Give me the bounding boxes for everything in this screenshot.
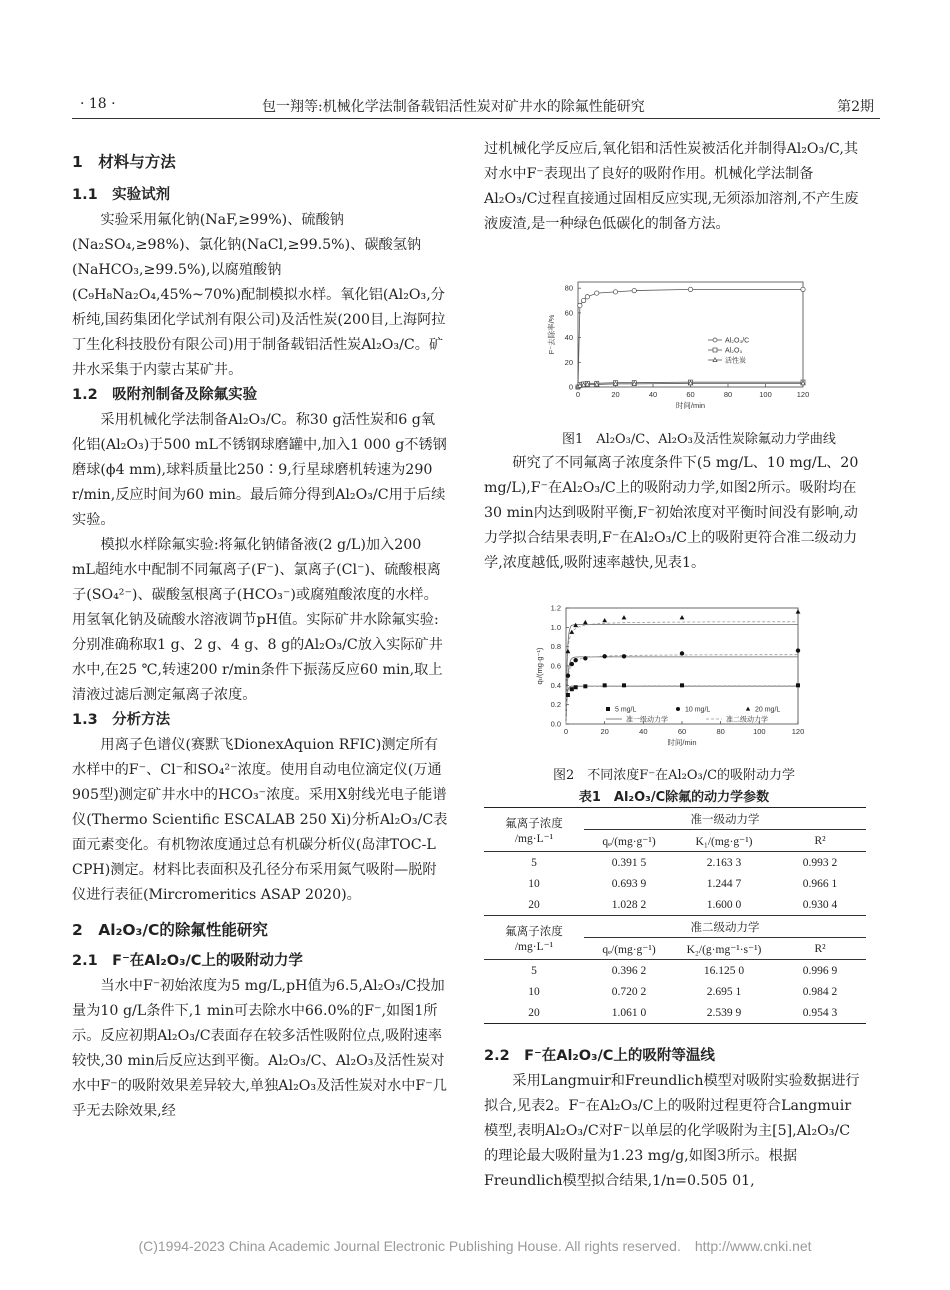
data-point xyxy=(622,615,627,619)
paragraph: 过机械化学反应后,氧化铝和活性炭被活化并制得Al₂O₃/C,其对水中F⁻表现出了良好的吸附作用。机械化学法制备Al₂O₃/C过程直接通过固相反应实现,无须添加溶剂,不产生废液废渣,是一种绿色低碳化的制备方法。 xyxy=(484,141,859,232)
data-point xyxy=(680,683,684,687)
y-axis-label: qₜ/(mg·g⁻¹) xyxy=(535,647,544,685)
data-point xyxy=(801,287,805,291)
section-1-2-heading: 1.2 吸附剂制备及除氟实验 xyxy=(72,387,258,403)
table-cell: 20 xyxy=(528,898,540,911)
paragraph: 采用Langmuir和Freundlich模型对吸附实验数据进行拟合,见表2。F⁻在Al₂O₃/C上的吸附过程更符合Langmuir模型,表明Al₂O₃/C对F⁻以单层的化学吸附为主[5],Al₂O₃/C的理论最大吸附量为1.23 mg/g,如图3所示。根据Freundlich模型拟合结果,1/n=0.505 01, xyxy=(484,1073,860,1189)
x-tick-label: 40 xyxy=(639,727,648,736)
legend-label: 准二级动力学 xyxy=(726,716,768,724)
table-cell: 0.930 4 xyxy=(802,898,838,911)
conc-header-label: 氟离子浓度 xyxy=(505,925,563,938)
legend-marker xyxy=(676,707,680,711)
legend-marker xyxy=(606,707,610,711)
table-row xyxy=(484,808,866,830)
table-cell: 0.996 9 xyxy=(802,964,838,977)
table-row xyxy=(484,894,866,916)
x-tick-label: 80 xyxy=(723,390,733,399)
table-row xyxy=(484,981,866,1002)
y-tick-label: 0 xyxy=(568,382,573,392)
y-tick-label: 60 xyxy=(564,308,573,318)
table-row xyxy=(484,960,866,982)
table-cell: 0.720 2 xyxy=(611,985,647,998)
data-point xyxy=(613,290,617,294)
table-cell: 0.693 9 xyxy=(611,877,647,890)
data-point xyxy=(578,303,582,307)
y-tick-label: 40 xyxy=(564,333,573,343)
y-tick-label: 0.0 xyxy=(550,719,561,729)
legend-marker xyxy=(713,348,717,352)
paragraph: 采用机械化学法制备Al₂O₃/C。称30 g活性炭和6 g氧化铝(Al₂O₃)于500 mL不锈钢球磨罐中,加入1 000 g不锈钢磨球(ϕ4 mm),球料质量比250∶9,行星球磨机转速为290 r/min,反应时间为60 min。最后筛分得到Al₂O₃/C用于后续实验。 xyxy=(72,412,447,528)
legend-label: Al₂O₃/C xyxy=(725,337,750,345)
data-point xyxy=(570,687,574,691)
y-tick-label: 1.0 xyxy=(550,622,561,632)
section-1-heading: 1 材料与方法 xyxy=(72,153,176,171)
data-point xyxy=(566,693,570,697)
data-point xyxy=(796,648,800,652)
table-cell: 0.396 2 xyxy=(611,964,647,977)
model-header: 准一级动力学 xyxy=(584,808,866,830)
x-tick-label: 60 xyxy=(686,390,695,399)
data-point xyxy=(680,651,684,655)
pso-fit-curve xyxy=(566,655,798,724)
table-cell: 1.244 7 xyxy=(706,877,742,890)
figure-2-chart xyxy=(522,602,822,760)
x-tick-label: 40 xyxy=(648,390,658,399)
data-point xyxy=(573,658,577,662)
y-tick-label: 0.2 xyxy=(550,700,561,710)
table-cell: 16.125 0 xyxy=(703,964,745,977)
y-tick-label: 0.4 xyxy=(550,680,561,690)
model-header: 准二级动力学 xyxy=(584,916,866,938)
table-cell: 1.061 0 xyxy=(611,1006,647,1019)
table-cell: 0.391 5 xyxy=(611,856,647,869)
figure-1-caption: 图1 Al₂O₃/C、Al₂O₃及活性炭除氟动力学曲线 xyxy=(562,432,836,447)
data-point xyxy=(622,654,626,658)
data-point xyxy=(570,662,574,666)
paragraph: 研究了不同氟离子浓度条件下(5 mg/L、10 mg/L、20 mg/L),F⁻在Al₂O₃/C上的吸附动力学,如图2所示。吸附均在30 min内达到吸附平衡,F⁻初始浓度对平衡时间没有影响,动力学拟合结果表明,F⁻在Al₂O₃/C上的吸附更符合准二级动力学,浓度越低,吸附速率越快,见表1。 xyxy=(484,455,859,571)
conc-header-unit: /mg·L⁻¹ xyxy=(514,832,554,845)
y-axis-label: F⁻去除率/% xyxy=(547,314,556,355)
x-axis-label: 时间/min xyxy=(667,738,697,747)
x-tick-label: 120 xyxy=(791,727,805,736)
x-tick-label: 20 xyxy=(600,727,609,736)
legend-marker xyxy=(746,707,750,711)
table-cell: 5 xyxy=(531,856,537,869)
plot-frame xyxy=(578,282,803,387)
section-2-heading: 2 Al₂O₃/C的除氟性能研究 xyxy=(72,921,268,939)
table-cell: 10 xyxy=(528,877,540,890)
x-tick-label: 20 xyxy=(611,390,620,399)
table-cell: 5 xyxy=(531,964,537,977)
x-tick-label: 120 xyxy=(796,390,810,399)
section-2-2-heading: 2.2 F⁻在Al₂O₃/C上的吸附等温线 xyxy=(484,1048,715,1064)
legend-label: 活性炭 xyxy=(725,357,746,365)
table-cell: 0.984 2 xyxy=(802,985,838,998)
data-point xyxy=(796,683,800,687)
conc-header-label: 氟离子浓度 xyxy=(505,817,563,830)
column-header: K₁/(mg·g⁻¹) xyxy=(695,835,753,848)
data-point xyxy=(583,656,587,660)
paragraph: 用离子色谱仪(赛默飞DionexAquion RFIC)测定所有水样中的F⁻、Cl⁻和SO₄²⁻浓度。使用自动电位滴定仪(万通905型)测定矿井水中的HCO₃⁻浓度。采用X射线光电子能谱仪(Thermo Scientific ESCALAB 250 Xi)分析Al₂O₃/C表面元素变化。有机物浓度通过总有机碳分析仪(岛津TOC-L CPH)测定。材料比表面积及孔径分布采用氮气吸附—脱附仪进行表征(Mircromeritics ASAP 2020)。 xyxy=(72,737,448,903)
x-tick-label: 60 xyxy=(677,727,687,736)
table-cell: 1.600 0 xyxy=(706,898,742,911)
copyright-footer: (C)1994-2023 China Academic Journal Electronic Publishing House. All rights reserved. http://www.cnki.net xyxy=(138,1238,812,1254)
x-axis-label: 时间/min xyxy=(675,401,706,410)
data-point xyxy=(632,288,636,292)
table-row xyxy=(484,873,866,894)
page-number: · 18 · xyxy=(80,96,116,112)
y-tick-label: 20 xyxy=(564,357,573,367)
right-column-mid xyxy=(484,451,864,576)
column-header: R² xyxy=(814,942,826,955)
table-row xyxy=(484,1002,866,1024)
legend-label: 10 mg/L xyxy=(685,706,711,714)
data-point xyxy=(602,618,607,622)
data-point xyxy=(566,673,570,677)
pfo-fit-curve xyxy=(566,657,798,724)
table-row xyxy=(484,852,866,874)
series-line-0 xyxy=(578,289,803,387)
running-title: 包一翔等:机械化学法制备载铝活性炭对矿井水的除氟性能研究 xyxy=(262,99,645,115)
x-tick-label: 80 xyxy=(716,727,725,736)
data-point xyxy=(583,620,588,624)
x-tick-label: 0 xyxy=(575,390,581,399)
column-header: qₑ/(mg·g⁻¹) xyxy=(602,835,656,848)
y-tick-label: 0.8 xyxy=(550,642,561,652)
legend-marker xyxy=(713,338,717,342)
right-column-top xyxy=(484,137,864,237)
running-header xyxy=(72,96,880,119)
conc-header-cell xyxy=(484,808,584,852)
section-1-1-heading: 1.1 实验试剂 xyxy=(72,187,171,203)
figure-2-caption: 图2 不同浓度F⁻在Al₂O₃/C的吸附动力学 xyxy=(552,768,796,783)
conc-header-cell xyxy=(484,916,584,960)
legend-label: 准一级动力学 xyxy=(626,716,668,724)
conc-header-unit: /mg·L⁻¹ xyxy=(514,940,554,953)
section-2-1-heading: 2.1 F⁻在Al₂O₃/C上的吸附动力学 xyxy=(72,953,303,969)
table-cell: 0.966 1 xyxy=(802,877,838,890)
table-cell: 1.028 2 xyxy=(611,898,647,911)
data-point xyxy=(622,683,626,687)
x-tick-label: 0 xyxy=(563,727,569,736)
y-tick-label: 80 xyxy=(564,283,573,293)
table-cell: 2.163 3 xyxy=(706,856,742,869)
data-point xyxy=(581,298,585,302)
paragraph: 当水中F⁻初始浓度为5 mg/L,pH值为6.5,Al₂O₃/C投加量为10 g/L条件下,1 min可去除水中66.0%的F⁻,如图1所示。反应初期Al₂O₃/C表面存在较多活性吸附位点,吸附速率较快,30 min后反应达到平衡。Al₂O₃/C、Al₂O₃及活性炭对水中F⁻的吸附效果差异较大,单独Al₂O₃及活性炭对水中F⁻几乎无去除效果,经 xyxy=(72,978,447,1119)
table-1-caption: 表1 Al₂O₃/C除氟的动力学参数 xyxy=(578,790,770,805)
right-column-bottom xyxy=(484,1044,864,1194)
issue-number: 第2期 xyxy=(837,99,874,115)
data-point xyxy=(602,654,606,658)
column-header: qₑ/(mg·g⁻¹) xyxy=(602,943,656,956)
section-1-3-heading: 1.3 分析方法 xyxy=(72,712,171,728)
data-point xyxy=(585,295,589,299)
x-tick-label: 100 xyxy=(759,390,772,399)
table-cell: 2.695 1 xyxy=(706,985,742,998)
table-cell: 2.539 9 xyxy=(706,1006,742,1019)
left-column xyxy=(72,150,448,1124)
paragraph: 实验采用氟化钠(NaF,≥99%)、硫酸钠(Na₂SO₄,≥98%)、氯化钠(NaCl,≥99.5%)、碳酸氢钠(NaHCO₃,≥99.5%),以腐殖酸钠(C₉H₈Na₂O₄,45%~70%)配制模拟水样。氧化铝(Al₂O₃,分析纯,国药集团化学试剂有限公司)及活性炭(200目,上海阿拉丁生化科技股份有限公司)用于制备载铝活性炭Al₂O₃/C。矿井水采集于内蒙古某矿井。 xyxy=(72,212,446,378)
column-header: K₂/(g·mg⁻¹·s⁻¹) xyxy=(686,943,762,956)
data-point xyxy=(574,685,578,689)
legend-label: Al₂O₃ xyxy=(725,347,743,355)
table-cell: 0.954 3 xyxy=(802,1006,838,1019)
legend-label: 5 mg/L xyxy=(615,706,637,714)
data-point xyxy=(603,683,607,687)
table-1 xyxy=(484,807,866,1024)
paragraph: 模拟水样除氟实验:将氟化钠储备液(2 g/L)加入200 mL超纯水中配制不同氟离子(F⁻)、氯离子(Cl⁻)、硫酸根离子(SO₄²⁻)、碳酸氢根离子(HCO₃⁻)或腐殖酸浓度的水样。用氢氧化钠及硫酸水溶液调节pH值。实际矿井水除氟实验:分别准确称取1 g、2 g、4 g、8 g的Al₂O₃/C放入实际矿井水中,在25 ℃,转速200 r/min条件下振荡反应60 min,取上清液过滤后测定氟离子浓度。 xyxy=(72,537,443,703)
table-cell: 20 xyxy=(528,1006,540,1019)
data-point xyxy=(569,630,574,634)
data-point xyxy=(688,287,692,291)
legend-label: 20 mg/L xyxy=(755,706,781,714)
data-point xyxy=(595,291,599,295)
data-point xyxy=(796,609,801,613)
data-point xyxy=(680,615,685,619)
data-point xyxy=(583,684,587,688)
table-row xyxy=(484,916,866,938)
table-cell: 10 xyxy=(528,985,540,998)
table-cell: 0.993 2 xyxy=(802,856,838,869)
y-tick-label: 0.6 xyxy=(550,661,561,671)
x-tick-label: 100 xyxy=(753,727,766,736)
figure-1-chart xyxy=(520,272,820,422)
y-tick-label: 1.2 xyxy=(550,603,561,613)
column-header: R² xyxy=(814,834,826,847)
